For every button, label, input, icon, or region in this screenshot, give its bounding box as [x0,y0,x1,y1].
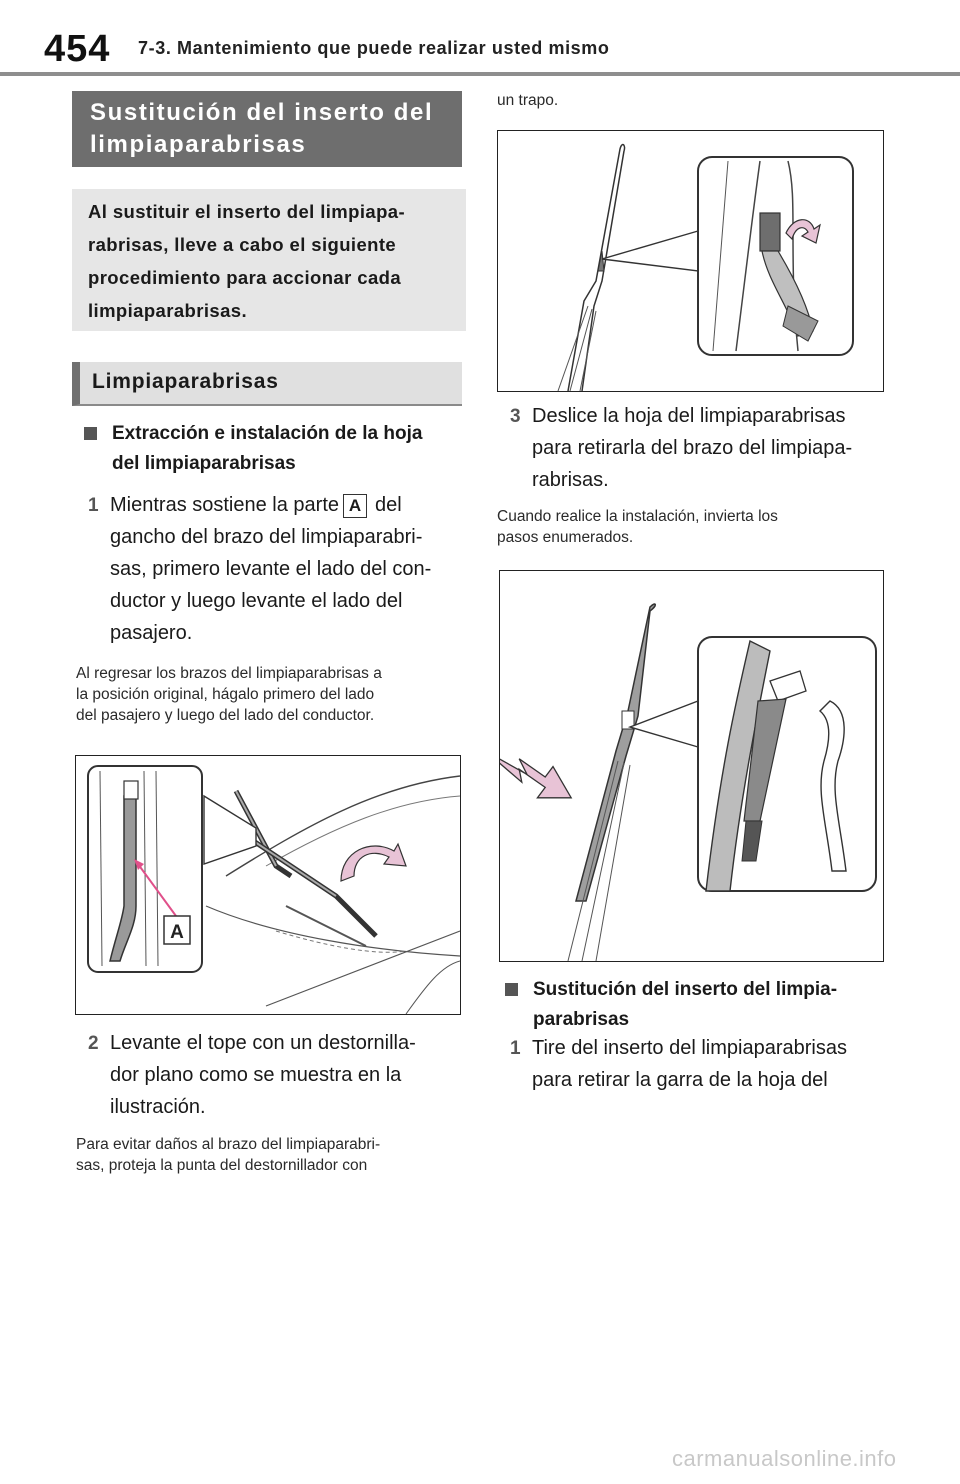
wiper-arm-illustration [76,756,460,1014]
page-number: 454 [44,28,111,70]
subheading-insert-line2: parabrisas [533,1009,630,1030]
step-2-line3: ilustración. [110,1096,206,1118]
step-number: 1 [88,495,99,516]
step-1-line3: sas, primero levante el lado del con- [110,558,432,580]
subheading-insert-line1: Sustitución del inserto del limpia- [533,979,838,1000]
subheading-extraction [84,419,464,481]
section-heading: Limpiaparabrisas [72,362,462,406]
step-1-line1a: Mientras sostiene la parte [110,494,340,516]
intro-box [72,189,466,331]
note-1 [76,663,466,726]
step-1-text [110,489,470,649]
step-number: 1 [510,1038,521,1059]
step-4-text [532,1032,892,1096]
section-title-box [72,91,462,167]
section-title-line1: Sustitución del inserto del [90,99,434,126]
note-2-line2: sas, proteja la punta del destornillador con [76,1157,368,1174]
figure-wiper-arm-lift [75,755,461,1015]
header-rule [0,72,960,76]
step-2-line1: Levante el tope con un destornilla- [110,1032,416,1054]
blade-removal-illustration [500,571,883,961]
figure-stopper-lift [497,130,884,392]
intro-line3: procedimiento para accionar cada [88,267,402,288]
note-2-line3: un trapo. [497,92,559,109]
step-2-line2: dor plano como se muestra en la [110,1064,402,1086]
figure-blade-slide [499,570,884,962]
note-2-line1: Para evitar daños al brazo del limpiaparabri- [76,1136,381,1153]
section-title-line2: limpiaparabrisas [90,131,307,158]
step-1-line4: ductor y luego levante el lado del [110,590,403,612]
note-1-line3: del pasajero y luego del lado del conductor. [76,707,375,724]
figure-label-a: A [170,922,184,943]
step-1-line5: pasajero. [110,622,193,644]
square-bullet-icon [84,427,97,440]
note-2 [76,1134,466,1176]
subheading-extraction-line1: Extracción e instalación de la hoja [112,423,423,444]
footer-watermark: carmanualsonline.info [672,1446,897,1471]
note-1-line1: Al regresar los brazos del limpiaparabrisas a [76,665,382,682]
note-1-line2: la posición original, hágalo primero del lado [76,686,375,703]
screwdriver-illustration [498,131,883,391]
subheading-insert-replacement [505,975,885,1037]
intro-line1: Al sustituir el inserto del limpiapa- [88,201,406,222]
step-3-line3: rabrisas. [532,469,609,491]
step-4-line2: para retirar la garra de la hoja del [532,1069,828,1091]
intro-line4: limpiaparabrisas. [88,300,247,321]
note-3-line2: pasos enumerados. [497,529,634,546]
step-3-line2: para retirarla del brazo del limpiapa- [532,437,853,459]
step-2-text [110,1027,470,1123]
step-1-line1b: del [375,494,402,516]
step-3-text [532,400,892,496]
note-3 [497,506,887,548]
square-bullet-icon [505,983,518,996]
note-3-line1: Cuando realice la instalación, invierta los [497,508,778,525]
running-head: 7-3. Mantenimiento que puede realizar usted mismo [138,38,610,58]
step-4-line1: Tire del inserto del limpiaparabrisas [532,1037,847,1059]
intro-line2: rabrisas, lleve a cabo el siguiente [88,234,397,255]
step-3-line1: Deslice la hoja del limpiaparabrisas [532,405,846,427]
label-a-box: A [343,494,367,518]
step-1-line2: gancho del brazo del limpiaparabri- [110,526,423,548]
subheading-extraction-line2: del limpiaparabrisas [112,453,296,474]
step-number: 3 [510,406,521,427]
step-number: 2 [88,1033,99,1054]
